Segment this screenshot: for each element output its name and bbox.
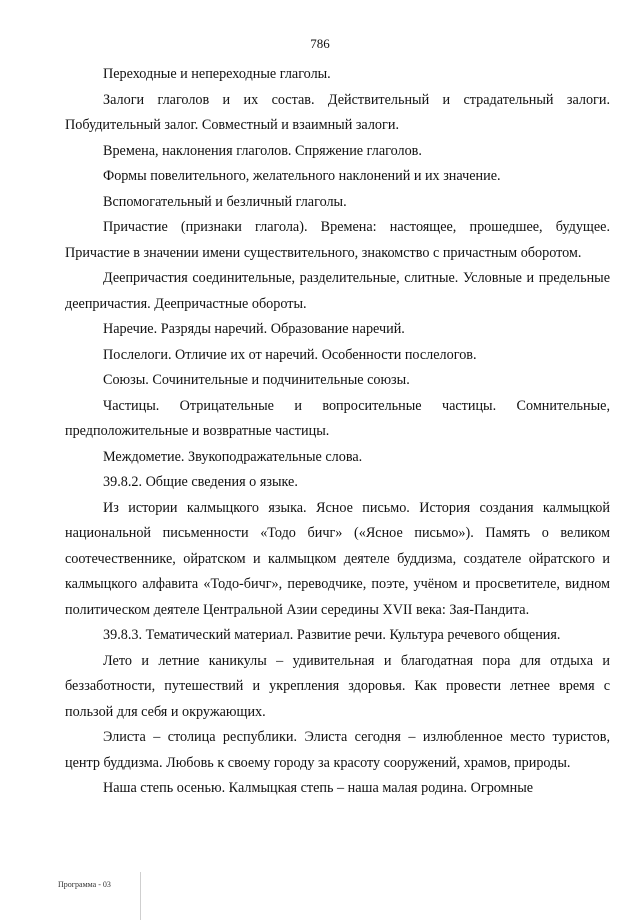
paragraph: Из истории калмыцкого языка. Ясное письмо. История создания калмыцкой национальной письменности «Тодо бичг» («Ясное письмо»). Память о великом соотечественнике, ойратском и калмыцком деятеле буддизма, создателе ойратского и калмыцкого алфавита «Тодо-бичг», переводчике, поэте, учёном и просветителе, видном политическом деятеле Центральной Азии середины XVII века: Зая-Пандита. <box>65 499 610 618</box>
page-number: 786 <box>310 36 330 51</box>
paragraph: Деепричастия соединительные, разделительные, слитные. Условные и предельные деепричастия. Деепричастные обороты. <box>65 270 610 312</box>
paragraph: Элиста – столица республики. Элиста сегодня – излюбленное место туристов, центр буддизма. Любовь к своему городу за красоту сооружений, храмов, природы. <box>65 729 610 771</box>
section-heading: 39.8.2. Общие сведения о языке. <box>103 474 298 490</box>
section-heading: 39.8.3. Тематический материал. Развитие речи. Культура речевого общения. <box>103 627 561 643</box>
paragraph: Формы повелительного, желательного наклонений и их значение. <box>103 168 501 184</box>
paragraph: Послелоги. Отличие их от наречий. Особенности послелогов. <box>103 346 477 363</box>
paragraph: Междометие. Звукоподражательные слова. <box>103 448 363 465</box>
paragraph: Частицы. Отрицательные и вопросительные частицы. Сомнительные, предположительные и возвратные частицы. <box>65 397 610 439</box>
paragraph: Переходные и непереходные глаголы. <box>103 66 331 82</box>
paragraph: Залоги глаголов и их состав. Действительный и страдательный залоги. Побудительный залог. Совместный и взаимный залоги. <box>65 91 610 133</box>
paragraph: Союзы. Сочинительные и подчинительные союзы. <box>103 372 410 388</box>
document-body <box>65 62 610 802</box>
paragraph: Наша степь осенью. Калмыцкая степь – наша малая родина. Огромные <box>103 780 534 796</box>
scan-rule <box>140 872 141 920</box>
footer-label: Программа - 03 <box>58 880 111 889</box>
paragraph: Наречие. Разряды наречий. Образование наречий. <box>103 321 405 337</box>
paragraph: Вспомогательный и безличный глаголы. <box>103 193 347 210</box>
paragraph: Причастие (признаки глагола). Времена: настоящее, прошедшее, будущее. Причастие в значении имени существительного, знакомство с причастным оборотом. <box>65 219 610 261</box>
paragraph: Лето и летние каникулы – удивительная и благодатная пора для отдыха и беззаботности, путешествий и укрепления здоровья. Как провести летнее время с пользой для себя и окружающих. <box>65 652 610 720</box>
paragraph: Времена, наклонения глаголов. Спряжение глаголов. <box>103 142 422 159</box>
